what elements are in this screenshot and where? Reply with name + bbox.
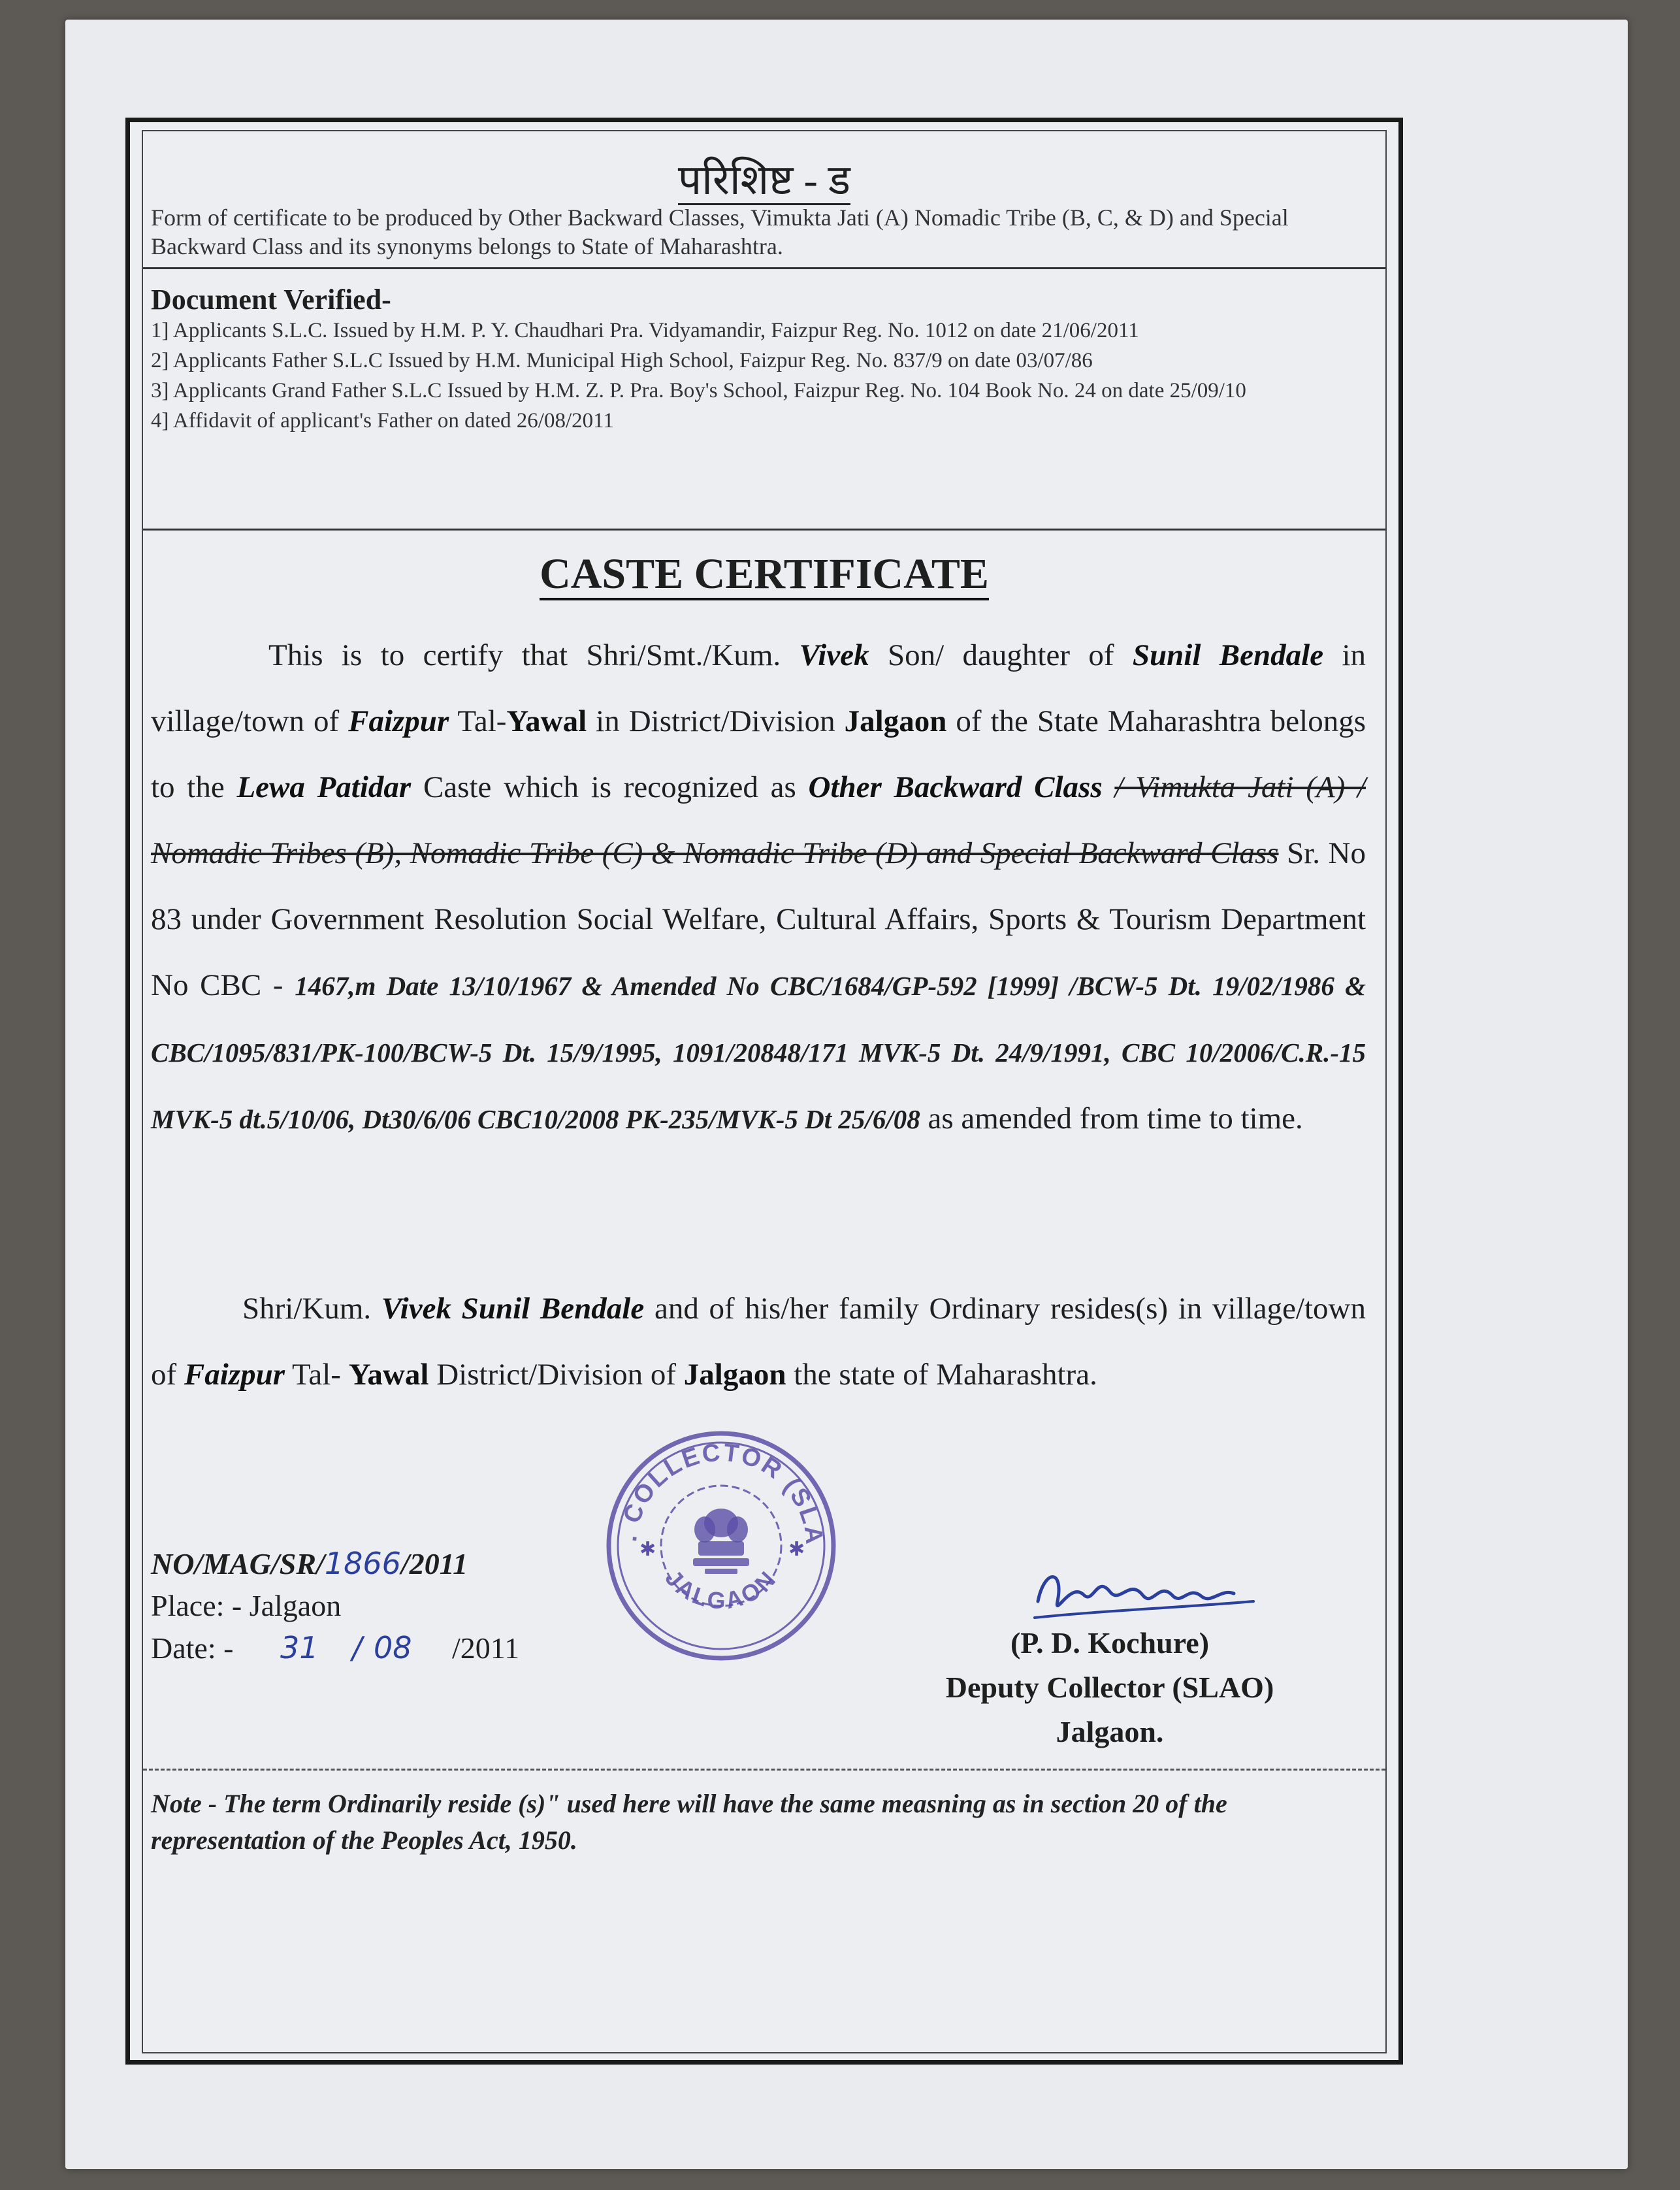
documents-heading: Document Verified- [151, 284, 391, 316]
certificate-paragraph-2: Shri/Kum. Vivek Sunil Bendale and of his/her family Ordinary resides(s) in village/town of Faizpur Tal- Yawal District/Division of Jalgaon the state of Maharashtra. [151, 1292, 1366, 1392]
document-item: 2] Applicants Father S.L.C Issued by H.M. Municipal High School, Faizpur Reg. No. 837/9 on date 03/07/86 [151, 349, 1093, 372]
government-resolution-references: 1467,m Date 13/10/1967 & Amended No CBC/1684/GP-592 [1999] /BCW-5 Dt. 19/02/1986 & CBC/1095/831/PK-100/BCW-5 Dt. 15/9/1995, 1091/20848/171 MVK-5 Dt. 24/9/1991, CBC 10/2006/C.R.-15 MVK-5 dt.5/10/06, Dt30/6/06 CBC10/2008 PK-235/MVK-5 Dt 25/6/08 [151, 971, 1366, 1134]
svg-text:DY. COLLECTOR (SLAO): . COLLECTOR (SLA [615, 1439, 828, 1548]
note-divider [143, 1769, 1385, 1771]
place-line: Place: - Jalgaon [151, 1589, 342, 1622]
form-description: Form of certificate to be produced by Other Backward Classes, Vimukta Jati (A) Nomadic Tribe (B, C, & D) and Special Backward Class and its synonyms belongs to State of Maharashtra. [151, 204, 1289, 259]
official-seal-stamp [600, 1425, 842, 1670]
reference-number: NO/MAG/SR/1866/2011 [151, 1546, 468, 1581]
signatory-designation: Deputy Collector (SLAO) [945, 1671, 1274, 1704]
applicant-full-name: Vivek Sunil Bendale [381, 1292, 645, 1326]
date-line: Date: - 31 / 08 /2011 [151, 1630, 520, 1665]
district-name: Jalgaon [683, 1358, 786, 1392]
signatory-block [927, 1621, 1293, 1754]
signatory-name: (P. D. Kochure) [1010, 1626, 1210, 1659]
svg-text:JALGAON: JALGAON [660, 1564, 783, 1614]
certificate-content [143, 131, 1385, 2052]
caste-name: Lewa Patidar [236, 770, 412, 804]
district-name: Jalgaon [844, 704, 947, 738]
town-name: Faizpur [184, 1358, 285, 1392]
svg-text:✱: ✱ [788, 1538, 805, 1561]
town-name: Faizpur [348, 704, 449, 738]
caste-category: Other Backward Class [808, 770, 1103, 804]
handwritten-serial: 1866 [324, 1546, 401, 1581]
issue-details [151, 1543, 519, 1669]
seal-emblem-icon [600, 1425, 842, 1667]
footnote: Note - The term Ordinarily reside (s)" used here will have the same measning as in section 20 of the representation of the Peoples Act, 1950. [151, 1789, 1227, 1855]
documents-list [151, 316, 1366, 436]
certificate-title: CASTE CERTIFICATE [143, 549, 1385, 599]
signatory-office: Jalgaon. [1056, 1715, 1164, 1748]
father-name: Sunil Bendale [1132, 638, 1324, 672]
certificate-inner-border [142, 130, 1387, 2053]
header-divider [143, 267, 1385, 269]
svg-text:✱: ✱ [639, 1538, 656, 1561]
document-item: 3] Applicants Grand Father S.L.C Issued by H.M. Z. P. Pra. Boy's School, Faizpur Reg. No. 104 Book No. 24 on date 25/09/10 [151, 379, 1246, 402]
documents-divider [143, 529, 1385, 531]
taluka-name: Yawal [348, 1358, 429, 1392]
certificate-paragraph-1: This is to certify that Shri/Smt./Kum. Vivek Son/ daughter of Sunil Bendale in village/town of Faizpur Tal-Yawal in District/Division Jalgaon of the State Maharashtra belongs to the Lewa Patidar Caste which is recognized as Other Backward Class / Vimukta Jati (A) / Nomadic Tribes (B), Nomadic Tribe (C) & Nomadic Tribe (D) and Special Backward Class Sr. No 83 under Government Resolution Social Welfare, Cultural Affairs, Sports & Tourism Department No CBC - 1467,m Date 13/10/1967 & Amended No CBC/1684/GP-592 [1999] /BCW-5 Dt. 19/02/1986 & CBC/1095/831/PK-100/BCW-5 Dt. 15/9/1995, 1091/20848/171 MVK-5 Dt. 24/9/1991, CBC 10/2006/C.R.-15 MVK-5 dt.5/10/06, Dt30/6/06 CBC10/2008 PK-235/MVK-5 Dt 25/6/08 as amended from time to time. [151, 638, 1366, 1136]
document-item: 4] Affidavit of applicant's Father on dated 26/08/2011 [151, 409, 614, 433]
applicant-name: Vivek [799, 638, 869, 672]
handwritten-month: 08 [373, 1630, 412, 1665]
struck-categories: / Vimukta Jati (A) / Nomadic Tribes (B), Nomadic Tribe (C) & Nomadic Tribe (D) and Special Backward Class [151, 770, 1366, 870]
appendix-title: परिशिष्ट - ड [143, 150, 1385, 206]
handwritten-day: 31 [280, 1630, 319, 1665]
document-item: 1] Applicants S.L.C. Issued by H.M. P. Y. Chaudhari Pra. Vidyamandir, Faizpur Reg. No. 1012 on date 21/06/2011 [151, 319, 1139, 342]
taluka-name: Yawal [506, 704, 587, 738]
certificate-frame [125, 118, 1403, 2065]
